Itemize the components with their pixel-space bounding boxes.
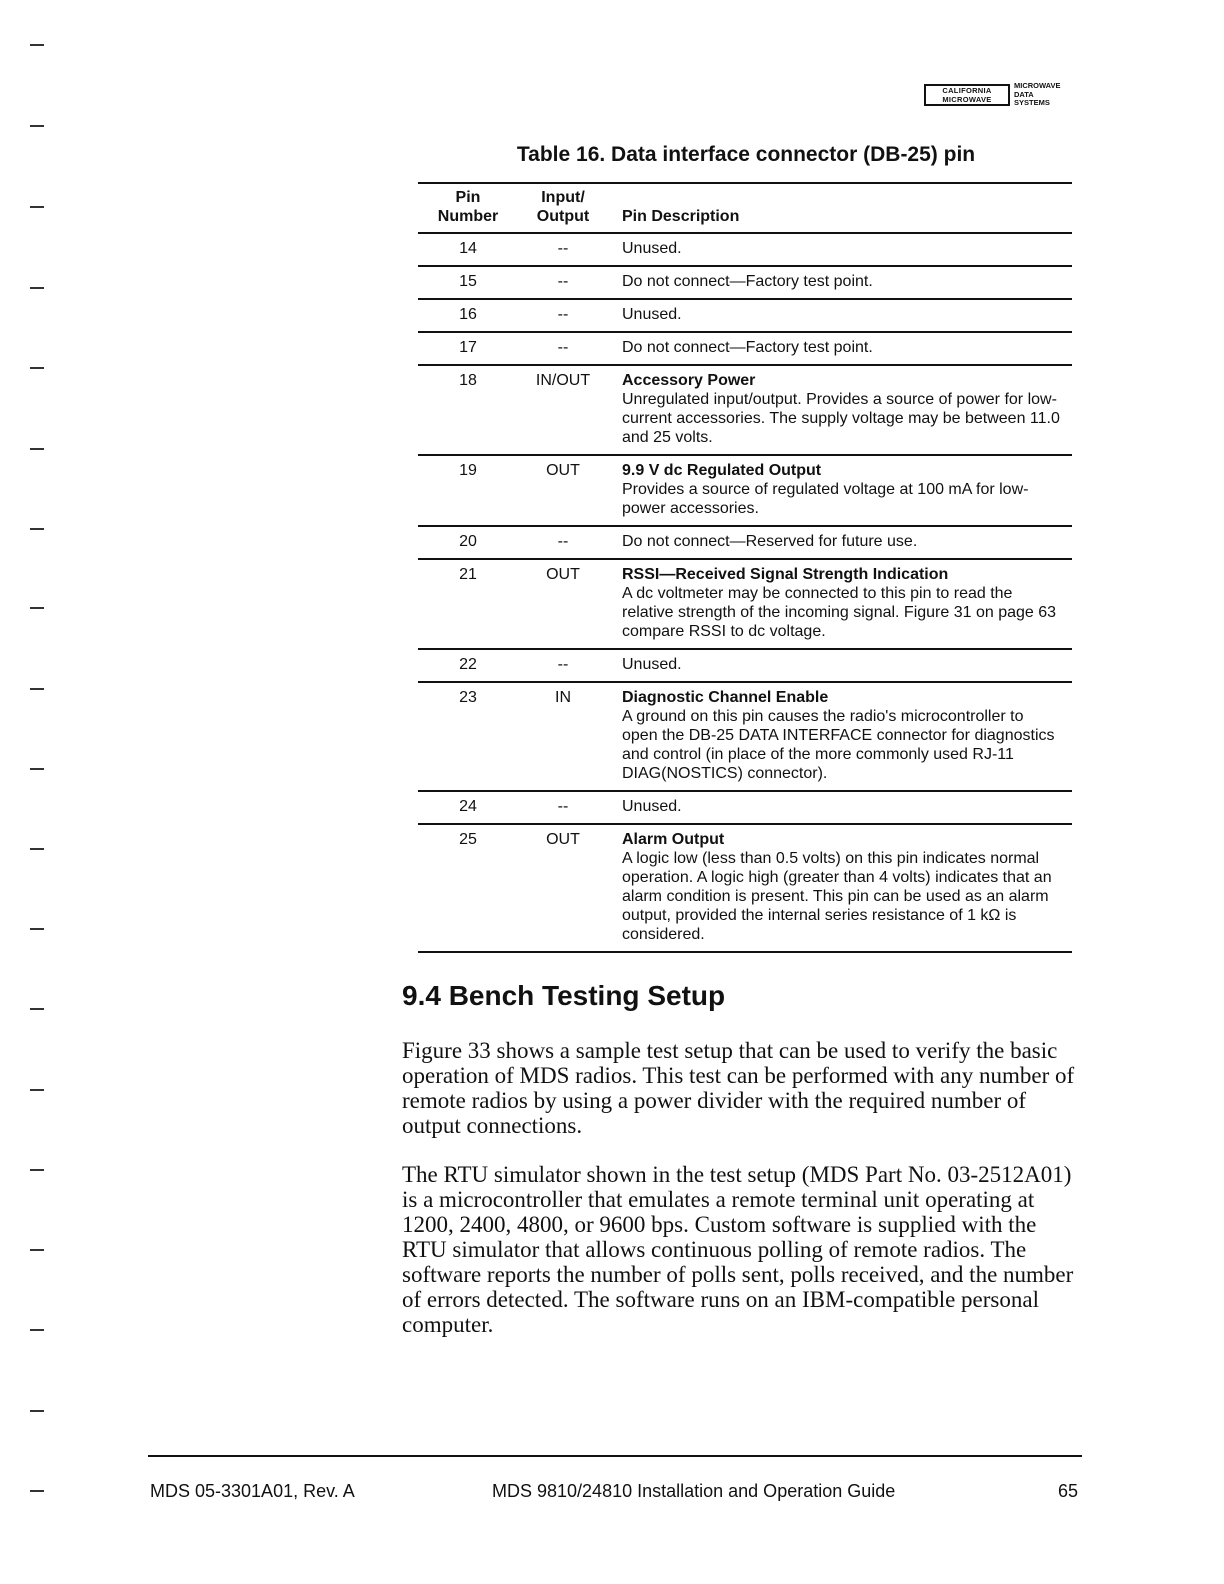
input-output-cell: -- — [518, 233, 608, 266]
table-header-row — [418, 183, 1072, 233]
pin-description-title: 9.9 V dc Regulated Output — [622, 462, 822, 479]
input-output-cell: -- — [518, 649, 608, 682]
footer-guide-title: MDS 9810/24810 Installation and Operation Guide — [492, 1481, 896, 1501]
pin-description-cell — [608, 299, 1072, 332]
pin-number-cell: 19 — [418, 455, 518, 526]
logo-wordmark — [1014, 82, 1061, 108]
header-input-output: Input/ Output — [518, 183, 608, 233]
pin-description-cell — [608, 266, 1072, 299]
table-row — [418, 233, 1072, 266]
table-row — [418, 559, 1072, 649]
footer-page-number: 65 — [1058, 1481, 1079, 1501]
pin-description-text: Do not connect—Reserved for future use. — [622, 533, 918, 550]
header-pin-number: Pin Number — [418, 183, 518, 233]
table-row — [418, 455, 1072, 526]
input-output-cell: -- — [518, 266, 608, 299]
table-row — [418, 791, 1072, 824]
pin-description-text: Do not connect—Factory test point. — [622, 273, 873, 290]
paragraph-1: Figure 33 shows a sample test setup that can be used to verify the basic operation of MDS radios. This test can be performed with any number of remote radios by using a power divider with the required number of output connections. — [402, 1038, 1075, 1138]
table-row — [418, 824, 1072, 952]
pin-description-cell — [608, 455, 1072, 526]
pin-description-title: Diagnostic Channel Enable — [622, 689, 829, 706]
pin-description-cell — [608, 233, 1072, 266]
input-output-cell: IN/OUT — [518, 365, 608, 455]
pin-number-cell: 17 — [418, 332, 518, 365]
pin-description-title: Alarm Output — [622, 831, 725, 848]
logo-box — [924, 84, 1010, 106]
logo-wordmark-line1: MICROWAVE — [1014, 81, 1061, 90]
table-row — [418, 682, 1072, 791]
pin-description-text: A ground on this pin causes the radio's microcontroller to open the DB-25 DATA INTERFACE connector for diagnostics and control (in place of the more commonly used RJ-11 DIAG(NOSTICS) connector). — [622, 708, 1055, 782]
footer-doc-number: MDS 05-3301A01, Rev. A — [150, 1481, 355, 1501]
pin-number-cell: 23 — [418, 682, 518, 791]
pin-description-cell — [608, 365, 1072, 455]
pin-number-cell: 22 — [418, 649, 518, 682]
pin-description-text: Unregulated input/output. Provides a source of power for low-current accessories. The supply voltage may be between 11.0 and 25 volts. — [622, 391, 1060, 446]
pin-description-cell — [608, 824, 1072, 952]
pin-number-cell: 15 — [418, 266, 518, 299]
section-heading: 9.4 Bench Testing Setup — [402, 980, 726, 1011]
pin-description-title: Accessory Power — [622, 372, 756, 389]
pin-description-text: Unused. — [622, 798, 682, 815]
pin-description-text: Unused. — [622, 240, 682, 257]
table-row — [418, 299, 1072, 332]
paragraph-2: The RTU simulator shown in the test setup (MDS Part No. 03-2512A01) is a microcontroller that emulates a remote terminal unit operating at 1200, 2400, 4800, or 9600 bps. Custom software is supplied with the RTU simulator that allows continuous polling of remote radios. The software reports the number of polls sent, polls received, and the number of errors detected. The software runs on an IBM-compatible personal computer. — [402, 1162, 1074, 1337]
pin-description-cell — [608, 526, 1072, 559]
input-output-cell: -- — [518, 299, 608, 332]
pin-number-cell: 24 — [418, 791, 518, 824]
pin-description-cell — [608, 332, 1072, 365]
logo-box-line2: MICROWAVE — [942, 94, 992, 104]
logo-wordmark-line3: SYSTEMS — [1014, 98, 1050, 107]
table-row — [418, 332, 1072, 365]
pin-number-cell: 20 — [418, 526, 518, 559]
table-row — [418, 266, 1072, 299]
pin-description-text: Unused. — [622, 656, 682, 673]
input-output-cell: OUT — [518, 824, 608, 952]
pin-number-cell: 21 — [418, 559, 518, 649]
pin-description-cell — [608, 559, 1072, 649]
input-output-cell: IN — [518, 682, 608, 791]
input-output-cell: -- — [518, 332, 608, 365]
input-output-cell: OUT — [518, 559, 608, 649]
pin-description-text: Provides a source of regulated voltage at 100 mA for low-power accessories. — [622, 481, 1029, 517]
pin-description-text: Unused. — [622, 306, 682, 323]
logo-box-line1: CALIFORNIA — [942, 86, 992, 95]
footer-rule — [148, 1455, 1082, 1457]
pin-table — [418, 182, 1072, 953]
table-body — [418, 233, 1072, 952]
table-row — [418, 365, 1072, 455]
pin-description-cell — [608, 649, 1072, 682]
logo-wordmark-line2: DATA — [1014, 89, 1034, 99]
pin-description-text: A dc voltmeter may be connected to this pin to read the relative strength of the incoming signal. Figure 31 on page 63 compare RSSI to dc voltage. — [622, 585, 1057, 640]
table-row — [418, 526, 1072, 559]
input-output-cell: -- — [518, 526, 608, 559]
pin-number-cell: 14 — [418, 233, 518, 266]
pin-description-text: A logic low (less than 0.5 volts) on this pin indicates normal operation. A logic high (greater than 4 volts) indicates that an alarm condition is present. This pin can be used as an alarm output, provided the internal series resistance of 1 kΩ is considered. — [622, 850, 1052, 943]
pin-description-cell — [608, 682, 1072, 791]
binding-margin-marks — [30, 0, 46, 1584]
table-row — [418, 649, 1072, 682]
pin-description-cell — [608, 791, 1072, 824]
pin-number-cell: 16 — [418, 299, 518, 332]
table-title: Table 16. Data interface connector (DB-25) pin — [516, 143, 976, 166]
pin-description-text: Do not connect—Factory test point. — [622, 339, 873, 356]
pin-number-cell: 18 — [418, 365, 518, 455]
input-output-cell: -- — [518, 791, 608, 824]
input-output-cell: OUT — [518, 455, 608, 526]
pin-description-title: RSSI—Received Signal Strength Indication — [622, 566, 949, 583]
header-pin-description: Pin Description — [608, 183, 1072, 233]
pin-number-cell: 25 — [418, 824, 518, 952]
company-logo — [924, 82, 1084, 112]
